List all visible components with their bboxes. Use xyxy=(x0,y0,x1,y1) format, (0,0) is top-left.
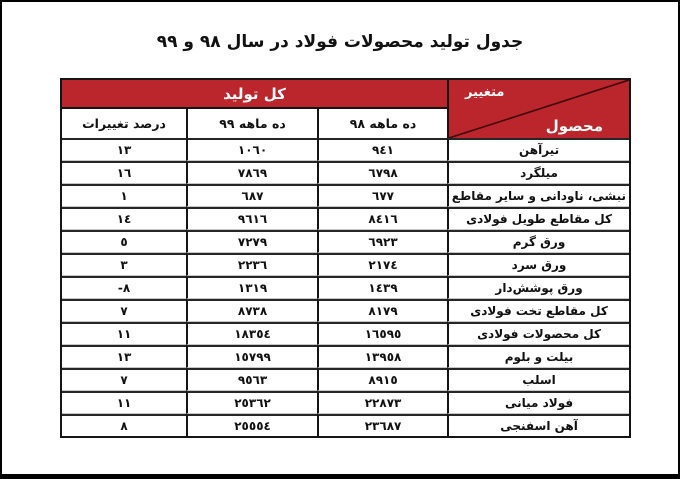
col-header-10mo-99: ده ماهه ٩٩ xyxy=(186,109,317,138)
value-98-cell: ٦٩٢٣ xyxy=(317,230,447,253)
value-98-cell: ٢١٧٤ xyxy=(317,253,447,276)
header-row-group xyxy=(62,80,629,109)
value-98-cell: ٨١٧٩ xyxy=(317,299,447,322)
pct-change-cell: -٨ xyxy=(62,276,186,299)
pct-change-cell: ١١ xyxy=(62,322,186,345)
table-row xyxy=(62,184,629,207)
page-title: جدول تولید محصولات فولاد در سال ٩٨ و ٩٩ xyxy=(156,32,524,52)
table-row xyxy=(62,207,629,230)
table-row xyxy=(62,368,629,391)
value-99-cell: ٩٦١٦ xyxy=(186,207,317,230)
table-row xyxy=(62,138,629,161)
corner-header-cell xyxy=(447,80,629,138)
product-cell: کل مقاطع تخت فولادی xyxy=(447,299,629,322)
value-99-cell: ٢٢٣٦ xyxy=(186,253,317,276)
pct-change-cell: ٥ xyxy=(62,230,186,253)
pct-change-cell: ١٣ xyxy=(62,345,186,368)
col-header-pct-change: درصد تغییرات xyxy=(62,109,186,138)
value-98-cell: ٨٩١٥ xyxy=(317,368,447,391)
product-cell: فولاد میانی xyxy=(447,391,629,414)
product-cell: کل مقاطع طویل فولادی xyxy=(447,207,629,230)
table-row xyxy=(62,345,629,368)
table-row xyxy=(62,230,629,253)
product-cell: آهن اسفنجی xyxy=(447,414,629,436)
product-cell: اسلب xyxy=(447,368,629,391)
product-cell: ورق گرم xyxy=(447,230,629,253)
table-row xyxy=(62,253,629,276)
product-cell: ورق پوشش‌دار xyxy=(447,276,629,299)
product-cell: کل محصولات فولادی xyxy=(447,322,629,345)
value-99-cell: ٧٢٧٩ xyxy=(186,230,317,253)
value-99-cell: ٢٥٣٦٢ xyxy=(186,391,317,414)
value-98-cell: ١٦٥٩٥ xyxy=(317,322,447,345)
group-header-total-production: کل تولید xyxy=(62,80,447,109)
table-row xyxy=(62,391,629,414)
pct-change-cell: ٧ xyxy=(62,368,186,391)
value-98-cell: ٢٢٨٧٣ xyxy=(317,391,447,414)
pct-change-cell: ٣ xyxy=(62,253,186,276)
value-99-cell: ٢٥٥٥٤ xyxy=(186,414,317,436)
value-99-cell: ١٣١٩ xyxy=(186,276,317,299)
pct-change-cell: ١٣ xyxy=(62,138,186,161)
corner-variable-label: متغییر xyxy=(465,85,505,100)
value-98-cell: ٩٤١ xyxy=(317,138,447,161)
value-99-cell: ١٨٣٥٤ xyxy=(186,322,317,345)
pct-change-cell: ٧ xyxy=(62,299,186,322)
steel-production-table xyxy=(60,78,631,438)
product-cell: نبشی، ناودانی و سایر مقاطع xyxy=(447,184,629,207)
pct-change-cell: ١٦ xyxy=(62,161,186,184)
product-cell: میلگرد xyxy=(447,161,629,184)
value-98-cell: ٦٧٧ xyxy=(317,184,447,207)
table-row xyxy=(62,322,629,345)
value-98-cell: ١٣٩٥٨ xyxy=(317,345,447,368)
value-99-cell: ٧٨٦٩ xyxy=(186,161,317,184)
table-row xyxy=(62,299,629,322)
corner-product-label: محصول xyxy=(545,117,604,135)
col-header-10mo-98: ده ماهه ٩٨ xyxy=(317,109,447,138)
value-98-cell: ١٤٣٩ xyxy=(317,276,447,299)
value-99-cell: ٩٥٦٣ xyxy=(186,368,317,391)
product-cell: تیرآهن xyxy=(447,138,629,161)
table-row xyxy=(62,161,629,184)
table-row xyxy=(62,276,629,299)
value-98-cell: ٢٣٦٨٧ xyxy=(317,414,447,436)
value-99-cell: ١٠٦٠ xyxy=(186,138,317,161)
value-98-cell: ٦٧٩٨ xyxy=(317,161,447,184)
value-99-cell: ١٥٧٩٩ xyxy=(186,345,317,368)
value-99-cell: ٦٨٧ xyxy=(186,184,317,207)
product-cell: ورق سرد xyxy=(447,253,629,276)
value-98-cell: ٨٤١٦ xyxy=(317,207,447,230)
pct-change-cell: ٨ xyxy=(62,414,186,436)
pct-change-cell: ١١ xyxy=(62,391,186,414)
table-row xyxy=(62,414,629,436)
value-99-cell: ٨٧٣٨ xyxy=(186,299,317,322)
pct-change-cell: ١ xyxy=(62,184,186,207)
product-cell: بیلت و بلوم xyxy=(447,345,629,368)
pct-change-cell: ١٤ xyxy=(62,207,186,230)
